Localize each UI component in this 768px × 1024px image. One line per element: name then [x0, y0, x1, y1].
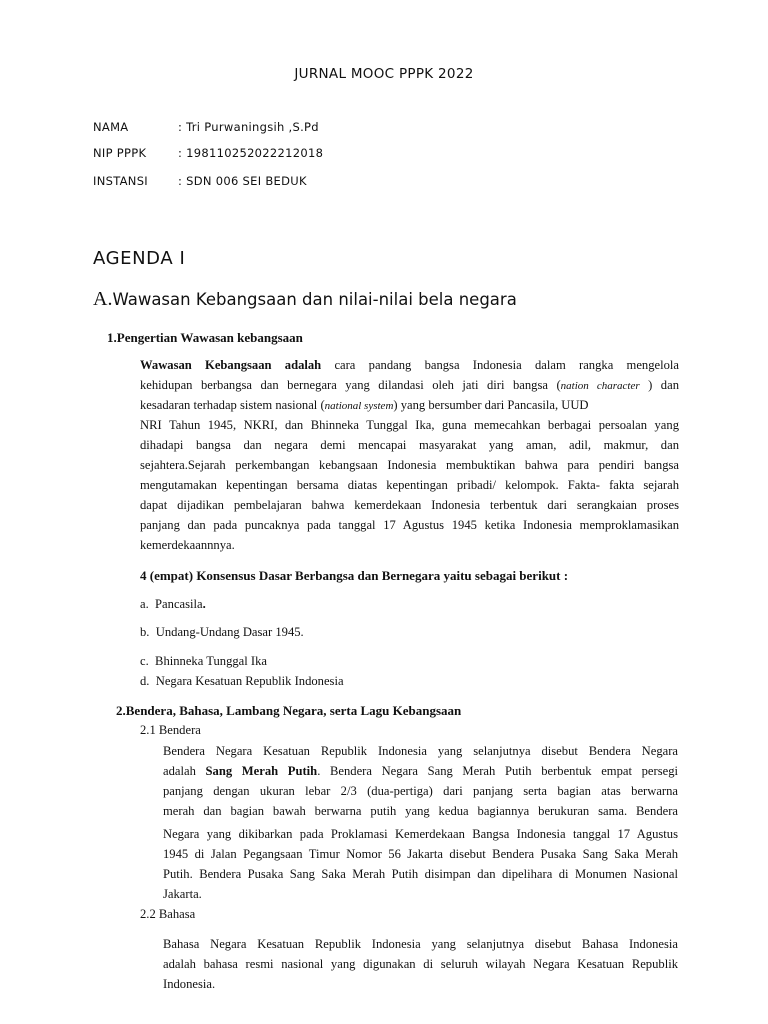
bendera-label: 2.1 Bendera	[140, 723, 201, 737]
field-nama-label: NAMA	[93, 120, 129, 134]
list-item: a. Pancasila.	[140, 597, 206, 611]
list-item: c. Bhinneka Tunggal Ika	[140, 654, 267, 668]
field-nama-value: : Tri Purwaningsih ,S.Pd	[178, 120, 319, 134]
para-line: Putih. Bendera Pusaka Sang Saka Merah Putih disimpan dan dipelihara di Monumen Nasional	[163, 867, 678, 881]
konsensus-heading: 4 (empat) Konsensus Dasar Berbangsa dan Bernegara yaitu sebagai berikut :	[140, 568, 569, 583]
para-line: Indonesia.	[163, 977, 216, 991]
list-item: b. Undang-Undang Dasar 1945.	[140, 625, 304, 639]
paragraph-bahasa	[163, 934, 678, 994]
para-line: Jakarta.	[163, 887, 202, 901]
para-line: adalah bahasa resmi nasional yang digunakan di seluruh wilayah Negara Kesatuan Republik	[163, 957, 678, 971]
bold-term: Wawasan Kebangsaan adalah	[140, 358, 322, 372]
para-line: Wawasan Kebangsaan adalah cara pandang bangsa Indonesia dalam rangka mengelola	[140, 358, 679, 372]
field-instansi-value: : SDN 006 SEI BEDUK	[178, 174, 307, 188]
para-line: panjang dan pada puncaknya pada tanggal 17 Agustus 1945 ketika Indonesia memproklamasikan	[140, 518, 679, 532]
para-line: kehidupan berbangsa dan bernegara yang dilandasi oleh jati diri bangsa (nation character ) dan	[140, 378, 679, 392]
para-line: panjang dengan ukuran lebar 2/3 (dua-pertiga) dari panjang serta bagian atas berwarna	[163, 784, 678, 798]
section-a-letter: A.	[93, 288, 113, 310]
para-line: 1945 di Jalan Pegangsaan Timur Nomor 56 Jakarta disebut Bendera Pusaka Sang Saka Merah	[163, 847, 678, 861]
para-line: dihadapi bangsa dan negara demi mencapai masyarakat yang aman, adil, makmur, dan	[140, 438, 679, 452]
document-title: JURNAL MOOC PPPK 2022	[294, 66, 474, 82]
para-line: sejahtera.Sejarah perkembangan kebangsaan Indonesia membuktikan bahwa para pendiri bangsa	[140, 458, 679, 472]
field-nip-label: NIP PPPK	[93, 146, 147, 160]
section-a-heading	[93, 288, 517, 311]
subsection-2-heading: 2.Bendera, Bahasa, Lambang Negara, serta Lagu Kebangsaan	[116, 703, 462, 718]
list-item: d. Negara Kesatuan Republik Indonesia	[140, 674, 344, 688]
para-line: dapat dijadikan pembelajaran bahwa kemerdekaan Indonesia terbentuk dari serangkaian proses	[140, 498, 679, 512]
para-line: mengutamakan kepentingan bersama diatas kepentingan pribadi/ kelompok. Fakta- fakta sejarah	[140, 478, 679, 492]
subsection-1-heading: 1.Pengertian Wawasan kebangsaan	[107, 330, 303, 345]
para-line: NRI Tahun 1945, NKRI, dan Bhinneka Tunggal Ika, guna memecahkan berbagai persoalan yang	[140, 418, 679, 432]
field-nip-value: : 198110252022212018	[178, 146, 324, 160]
para-line: kemerdekaannnya.	[140, 538, 235, 552]
para-line: Negara yang dikibarkan pada Proklamasi Kemerdekaan Bangsa Indonesia tanggal 17 Agustus	[163, 827, 678, 841]
section-a-title: Wawasan Kebangsaan dan nilai-nilai bela negara	[112, 290, 517, 309]
para-line: Bendera Negara Kesatuan Republik Indonesia yang selanjutnya disebut Bendera Negara	[163, 744, 678, 758]
field-instansi-label: INSTANSI	[93, 174, 148, 188]
paragraph-wawasan	[140, 355, 679, 555]
para-line: merah dan bagian bawah berwarna putih yang kedua bagiannya berukuran sama. Bendera	[163, 804, 678, 818]
bahasa-label: 2.2 Bahasa	[140, 907, 196, 921]
para-line: kesadaran terhadap sistem nasional (national system) yang bersumber dari Pancasila, UUD	[140, 398, 589, 412]
agenda-heading: AGENDA I	[93, 248, 186, 269]
para-line: adalah Sang Merah Putih. Bendera Negara Sang Merah Putih berbentuk empat persegi	[163, 764, 678, 778]
para-line: Bahasa Negara Kesatuan Republik Indonesia yang selanjutnya disebut Bahasa Indonesia	[163, 937, 678, 951]
paragraph-bendera-1	[163, 741, 678, 821]
paragraph-bendera-2	[163, 824, 678, 904]
